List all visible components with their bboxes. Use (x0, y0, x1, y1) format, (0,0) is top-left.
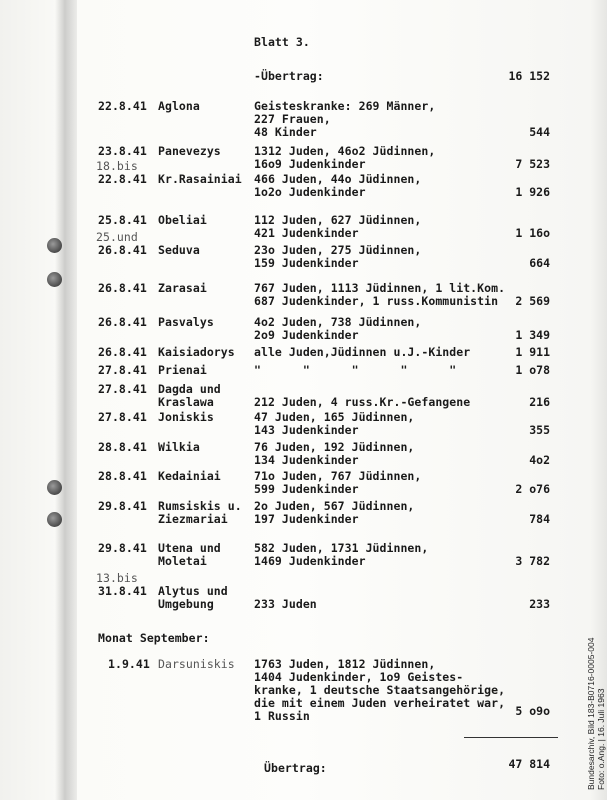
entry-place: Utena und (158, 541, 221, 555)
entry-date: 25.8.41 (98, 213, 147, 227)
entry-amount: 664 (529, 256, 550, 270)
entry-place: Kr.Rasainiai (158, 172, 242, 186)
entry-line: 227 Frauen, (254, 112, 331, 126)
entry-line: 112 Juden, 627 Jüdinnen, (254, 213, 422, 227)
carry-in-amount: 16 152 (508, 69, 550, 83)
carry-out-label: Übertrag: (264, 761, 327, 775)
entry-amount: 784 (529, 512, 550, 526)
punch-hole-icon (47, 512, 62, 527)
entry-date: 26.8.41 (98, 315, 147, 329)
entry-date: 26.8.41 (98, 243, 147, 257)
carry-out-amount: 47 814 (508, 757, 550, 771)
entry-line: 1o2o Judenkinder (254, 185, 366, 199)
entry-line: 1763 Juden, 1812 Jüdinnen, (254, 657, 436, 671)
entry-line: 582 Juden, 1731 Jüdinnen, (254, 541, 429, 555)
entry-place: Panevezys (158, 144, 221, 158)
entry-line: 159 Judenkinder (254, 256, 359, 270)
entry-line: 466 Juden, 44o Jüdinnen, (254, 172, 422, 186)
entry-date: 22.8.41 (98, 99, 147, 113)
sum-rule (464, 737, 558, 738)
entry-place: Dagda und (158, 382, 221, 396)
entry-line: 4o2 Juden, 738 Jüdinnen, (254, 315, 422, 329)
archive-caption (586, 637, 606, 790)
entry-date: 27.8.41 (98, 410, 147, 424)
entry-amount: 5 o9o (515, 704, 550, 718)
entry-line: alle Juden,Jüdinnen u.J.-Kinder (254, 345, 471, 359)
entry-place: Prienai (158, 363, 207, 377)
entry-line: " " " " " (254, 363, 457, 377)
entry-line: kranke, 1 deutsche Staatsangehörige, (254, 683, 506, 697)
entry-amount: 7 523 (515, 157, 550, 171)
entry-date: 27.8.41 (98, 382, 147, 396)
entry-line: 48 Kinder (254, 125, 317, 139)
entry-date: 26.8.41 (98, 281, 147, 295)
entry-line: 1312 Juden, 46o2 Jüdinnen, (254, 144, 436, 158)
entry-amount: 1 926 (515, 185, 550, 199)
entry-date: 28.8.41 (98, 440, 147, 454)
entry-date: 29.8.41 (98, 541, 147, 555)
entry-place: Zarasai (158, 281, 207, 295)
entry-place: Joniskis (158, 410, 214, 424)
entry-place: Obeliai (158, 213, 207, 227)
entry-line: die mit einem Juden verheiratet war, (254, 696, 506, 710)
entry-amount: 233 (529, 597, 550, 611)
entry-line: 47 Juden, 165 Jüdinnen, (254, 410, 415, 424)
entry-date: 28.8.41 (98, 469, 147, 483)
entry-amount: 1 911 (515, 345, 550, 359)
entry-place-secondary: Ziezmariai (158, 512, 228, 526)
entry-place: Kedainiai (158, 469, 221, 483)
entry-amount: 3 782 (515, 554, 550, 568)
entry-line: 2o Juden, 567 Jüdinnen, (254, 499, 415, 513)
carry-in-label: -Übertrag: (254, 69, 324, 83)
caption-text: Bundesarchiv, Bild 183-B0716-0005-004 Foto: o.Ang. | 16. Juli 1963 (586, 637, 606, 790)
entry-place: Alytus und (158, 584, 228, 598)
entry-line: Geisteskranke: 269 Männer, (254, 99, 436, 113)
entry-date: 29.8.41 (98, 499, 147, 513)
entry-amount: 2 o76 (515, 482, 550, 496)
page-title: Blatt 3. (254, 35, 310, 49)
entry-amount: 544 (529, 125, 550, 139)
page-edge-shadow (55, 0, 77, 800)
entry-line: 2o9 Judenkinder (254, 328, 359, 342)
entry-amount: 355 (529, 423, 550, 437)
entry-place: Aglona (158, 99, 200, 113)
entry-place: Wilkia (158, 440, 200, 454)
entry-date: 27.8.41 (98, 363, 147, 377)
entry-date: 26.8.41 (98, 345, 147, 359)
entry-amount: 1 349 (515, 328, 550, 342)
entry-place: Pasvalys (158, 315, 214, 329)
entry-line: 134 Judenkinder (254, 453, 359, 467)
entry-date-prefix: 13.bis (96, 571, 138, 585)
entry-line: 767 Juden, 1113 Jüdinnen, 1 lit.Kom. (254, 281, 506, 295)
entry-date-prefix: 25.und (96, 230, 138, 244)
entry-line: 212 Juden, 4 russ.Kr.-Gefangene (254, 395, 471, 409)
entry-line: 76 Juden, 192 Jüdinnen, (254, 440, 415, 454)
entry-line: 421 Judenkinder (254, 226, 359, 240)
punch-hole-icon (47, 272, 62, 287)
entry-line: 1404 Judenkinder, 1o9 Geistes- (254, 670, 464, 684)
entry-line: 23o Juden, 275 Jüdinnen, (254, 243, 422, 257)
entry-amount: 1 16o (515, 226, 550, 240)
entry-place: Kaisiadorys (158, 345, 235, 359)
entry-line: 197 Judenkinder (254, 512, 359, 526)
entry-place-secondary: Kraslawa (158, 395, 214, 409)
punch-hole-icon (47, 238, 62, 253)
entry-place: Seduva (158, 243, 200, 257)
month-heading: Monat September: (98, 631, 210, 645)
entry-line: 599 Judenkinder (254, 482, 359, 496)
entry-line: 1 Russin (254, 709, 310, 723)
entry-line: 71o Juden, 767 Jüdinnen, (254, 469, 422, 483)
entry-amount: 2 569 (515, 294, 550, 308)
entry-amount: 4o2 (529, 453, 550, 467)
entry-date: 22.8.41 (98, 172, 147, 186)
entry-date-prefix: 18.bis (96, 159, 138, 173)
entry-place-secondary: Umgebung (158, 597, 214, 611)
entry-amount: 216 (529, 395, 550, 409)
entry-place: Darsuniskis (158, 657, 235, 671)
entry-line: 687 Judenkinder, 1 russ.Kommunistin (254, 294, 499, 308)
entry-place-secondary: Moletai (158, 554, 207, 568)
entry-amount: 1 o78 (515, 363, 550, 377)
entry-date: 23.8.41 (98, 144, 147, 158)
entry-place: Rumsiskis u. (158, 499, 242, 513)
entry-line: 143 Judenkinder (254, 423, 359, 437)
entry-line: 16o9 Judenkinder (254, 157, 366, 171)
entry-line: 233 Juden (254, 597, 317, 611)
entry-date: 31.8.41 (98, 584, 147, 598)
entry-line: 1469 Judenkinder (254, 554, 366, 568)
punch-hole-icon (47, 480, 62, 495)
entry-date: 1.9.41 (108, 657, 150, 671)
